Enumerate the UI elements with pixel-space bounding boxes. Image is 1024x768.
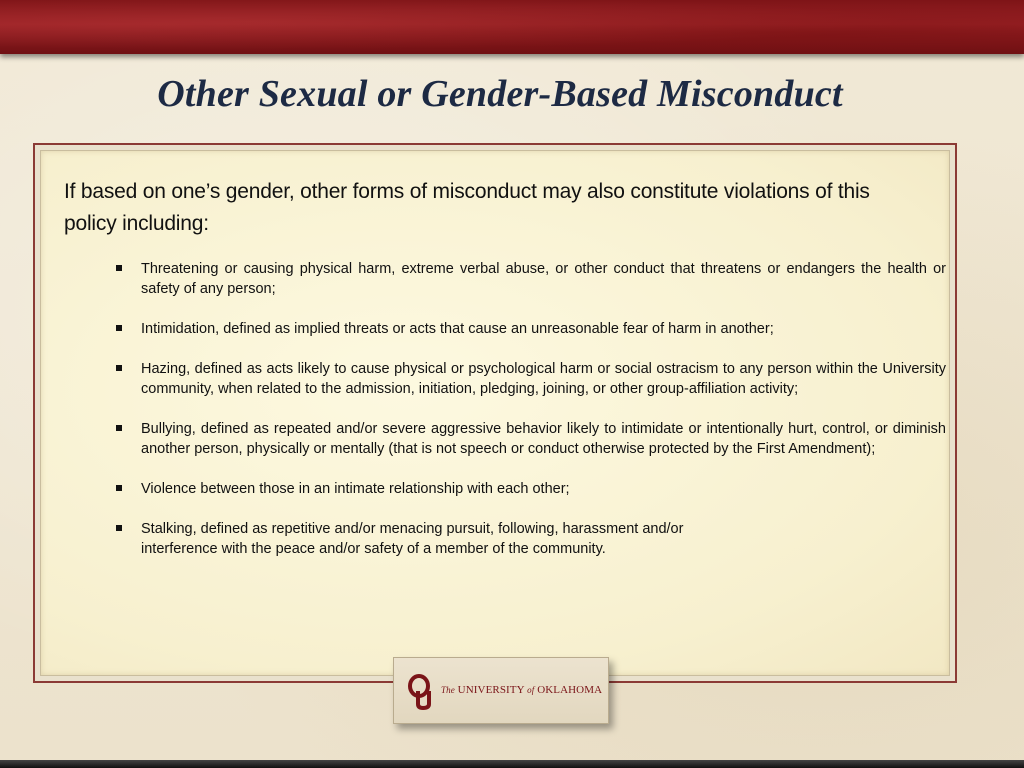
square-bullet-icon — [116, 325, 122, 331]
list-item-text: Bullying, defined as repeated and/or severe aggressive behavior likely to intimidate or intentionally hurt, control, or diminish another person, physically or mentally (that is not speech or conduct otherwise protected by the First Amendment); — [141, 421, 946, 457]
logo-prefix: The — [441, 685, 455, 695]
list-item-text: Intimidation, defined as implied threats or acts that cause an unreasonable fear of harm in another; — [141, 321, 774, 337]
square-bullet-icon — [116, 265, 122, 271]
list-item-text: Violence between those in an intimate relationship with each other; — [141, 481, 570, 497]
list-item — [115, 359, 946, 399]
list-item-text: Threatening or causing physical harm, extreme verbal abuse, or other conduct that threatens or endangers the health or safety of any person; — [141, 261, 946, 297]
ou-logo-icon — [408, 674, 436, 710]
list-item — [115, 519, 761, 559]
intro-text: If based on one’s gender, other forms of misconduct may also constitute violations of this policy including: — [64, 180, 870, 235]
slide-title: Other Sexual or Gender-Based Misconduct — [157, 73, 843, 115]
list-item-text: Stalking, defined as repetitive and/or menacing pursuit, following, harassment and/or interference with the peace and/or safety of a member of the community. — [141, 521, 684, 557]
list-item — [115, 259, 946, 299]
square-bullet-icon — [116, 425, 122, 431]
list-item-text: Hazing, defined as acts likely to cause physical or psychological harm or social ostracism to any person within the University community, when related to the admission, initiation, pledging, joining, or other group-affiliation activity; — [141, 361, 946, 397]
square-bullet-icon — [116, 525, 122, 531]
square-bullet-icon — [116, 485, 122, 491]
list-item — [115, 479, 946, 499]
logo-name: OKLAHOMA — [537, 684, 603, 696]
logo-wordmark — [441, 684, 602, 696]
list-item — [115, 319, 946, 339]
footer-band — [0, 760, 1024, 768]
misconduct-list — [115, 259, 946, 579]
list-item — [115, 419, 946, 459]
university-logo — [393, 657, 609, 724]
square-bullet-icon — [116, 365, 122, 371]
logo-of: of — [527, 685, 535, 695]
logo-university: UNIVERSITY — [457, 684, 525, 696]
header-band — [0, 0, 1024, 54]
